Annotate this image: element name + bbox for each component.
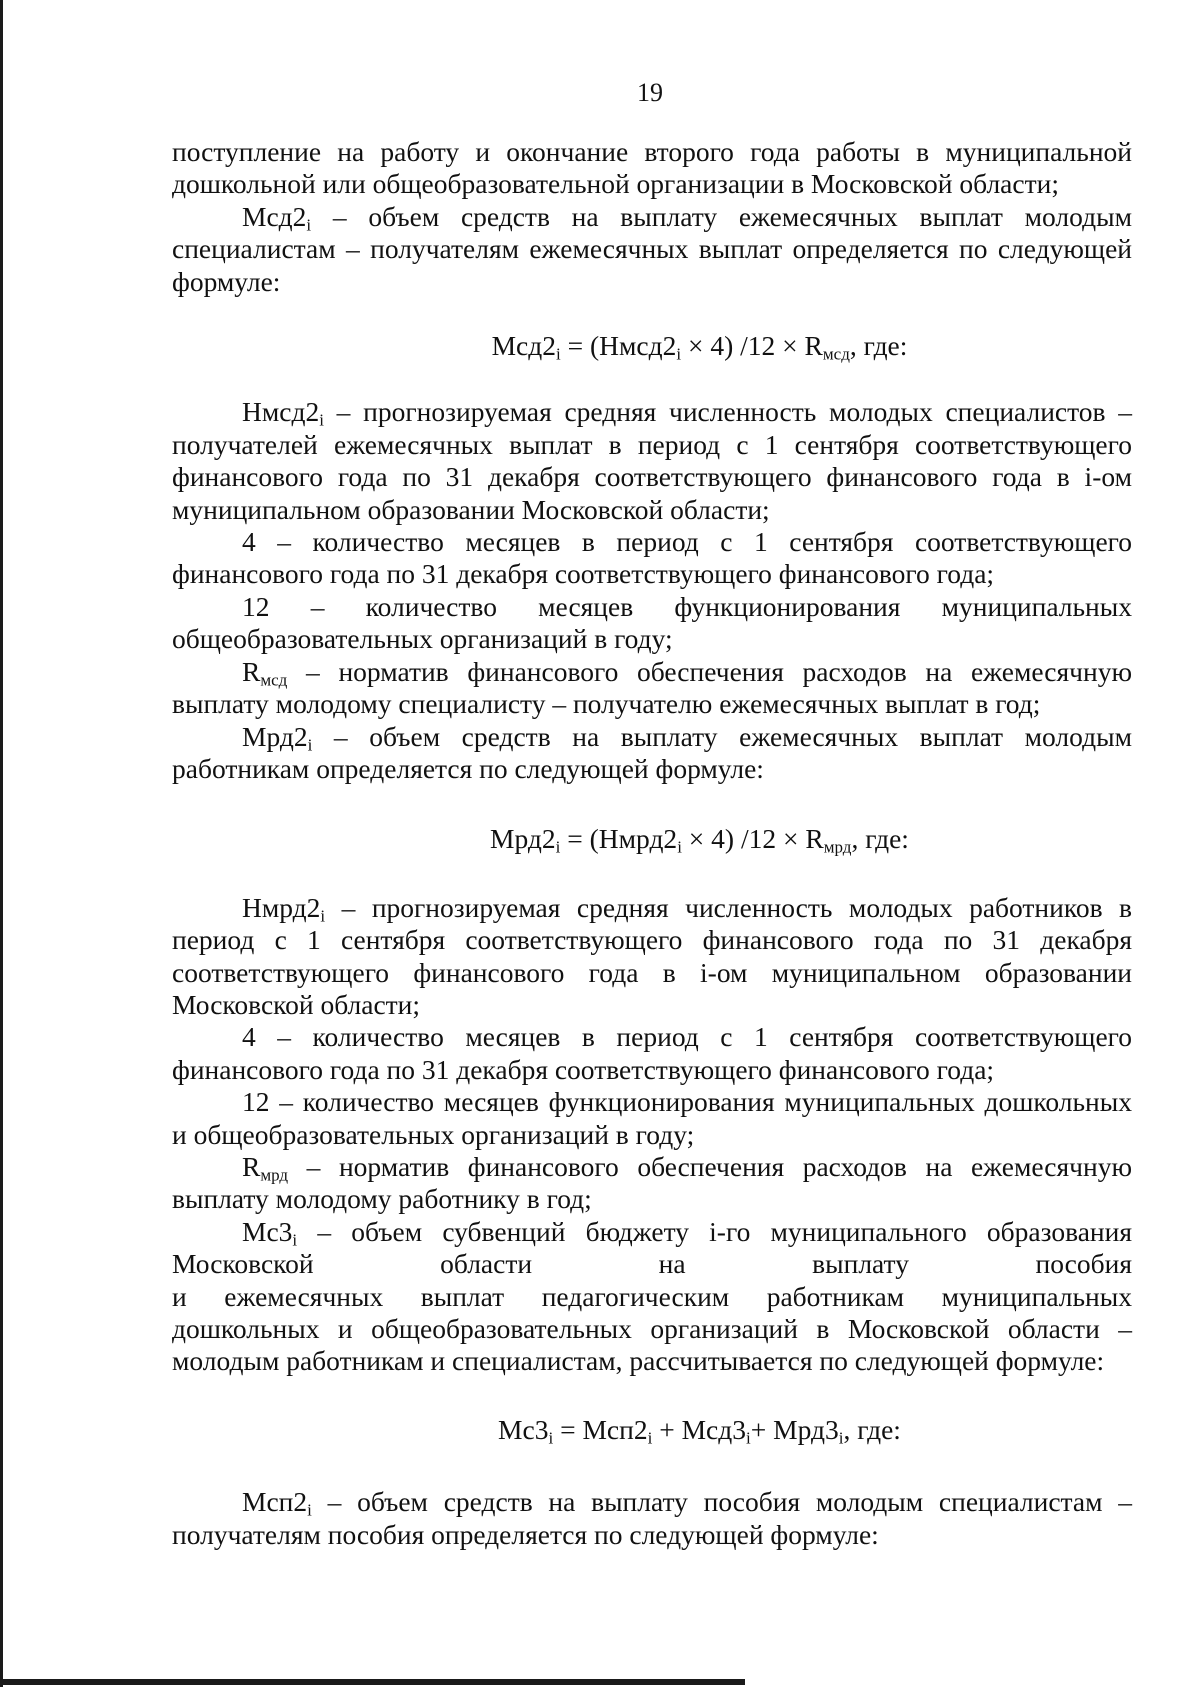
formula-part: Мрд2	[490, 823, 556, 855]
paragraph-12-months-2: 12 – количество месяцев функционирования муниципальных дошкольных и общеобразовательных организаций в году;	[172, 1086, 1132, 1150]
paragraph-nmsd2-definition	[172, 396, 1132, 526]
formula-msd2	[172, 330, 1132, 362]
paragraph-text: – норматив финансового обеспечения расходов на ежемесячную выплату молодому работнику в год;	[172, 1150, 1132, 1215]
page-number: 19	[637, 78, 663, 107]
formula-subscript: i	[838, 1428, 844, 1448]
paragraph-text: – прогнозируемая средняя численность молодых специалистов – получателей ежемесячных выплат в период с 1 сентября соответствующего финансового года по 31 декабря соответствующего финансового года в i-ом муниципальном образовании Московской области;	[172, 396, 1132, 525]
subscript-i: i	[307, 1500, 312, 1520]
formula-part: × 4) /12 × R	[681, 823, 824, 855]
symbol-msp2: Мсп2	[242, 1486, 308, 1518]
formula-part: + Мрд3	[750, 1413, 839, 1445]
formula-part: × 4) /12 × R	[681, 330, 823, 362]
symbol-ms3: Мс3	[242, 1215, 293, 1247]
document-body	[172, 136, 1132, 1551]
formula-part: , где:	[843, 1413, 901, 1445]
formula-part: , где:	[849, 330, 908, 362]
formula-part: Мс3	[498, 1413, 549, 1445]
subscript-i: i	[306, 215, 312, 235]
formula-part: = (Нмсд2	[560, 330, 677, 362]
paragraph-4-months-2: 4 – количество месяцев в период с 1 сентября соответствующего финансового года по 31 декабря соответствующего финансового года;	[172, 1021, 1132, 1085]
symbol-nmsd2: Нмсд2	[242, 396, 320, 428]
paragraph-ms3-line1	[172, 1216, 1132, 1248]
paragraph-text: – прогнозируемая средняя численность молодых работников в период с 1 сентября соответствующего финансового года по 31 декабря соответствующего финансового года в i-ом муниципальном образовании Московской области;	[172, 891, 1132, 1020]
formula-subscript: i	[746, 1428, 751, 1448]
paragraph-rmsd-definition	[172, 656, 1132, 721]
page-left-edge	[0, 0, 3, 1687]
paragraph-nmrd2-definition	[172, 892, 1132, 1022]
subscript-i: i	[307, 734, 313, 754]
paragraph-text: – объем средств на выплату ежемесячных выплат молодым специалистам – получателям ежемесячных выплат определяется по следующей формуле:	[172, 200, 1132, 297]
formula-mrd2	[172, 823, 1132, 855]
paragraph-continuation: поступление на работу и окончание второго года работы в муниципальной дошкольной или общеобразовательной организации в Московской области;	[172, 136, 1132, 200]
formula-part: = Мсп2	[553, 1413, 648, 1445]
symbol-r: R	[242, 655, 261, 687]
formula-part: + Мсд3	[652, 1413, 746, 1445]
subscript-i: i	[319, 410, 324, 430]
symbol-nmrd2: Нмрд2	[242, 891, 321, 923]
subscript-msd: мсд	[260, 669, 288, 689]
symbol-r: R	[242, 1150, 261, 1182]
formula-part: = (Нмрд2	[560, 823, 678, 855]
formula-subscript: i	[555, 837, 561, 857]
paragraph-rmrd-definition	[172, 1151, 1132, 1216]
formula-subscript: мсд	[822, 344, 850, 364]
formula-ms3	[172, 1414, 1132, 1446]
paragraph-mrd2-definition	[172, 721, 1132, 786]
paragraph-ms3-line2: Московской области на выплату пособия	[172, 1248, 1132, 1280]
formula-subscript: i	[555, 344, 561, 364]
paragraph-text: – объем средств на выплату ежемесячных выплат молодым работникам определяется по следующей формуле:	[172, 720, 1132, 784]
formula-subscript: мрд	[823, 837, 852, 857]
paragraph-text: – объем субвенций бюджету i-го муниципального образования	[297, 1215, 1132, 1247]
formula-subscript: i	[676, 344, 682, 364]
paragraph-text: – норматив финансового обеспечения расходов на ежемесячную выплату молодому специалисту – получателю ежемесячных выплат в год;	[172, 655, 1132, 720]
subscript-mrd: мрд	[260, 1165, 289, 1185]
formula-part: Мсд2	[491, 330, 556, 362]
symbol-mrd2: Мрд2	[242, 720, 308, 752]
paragraph-msd2-definition	[172, 201, 1132, 298]
symbol-msd2: Мсд2	[242, 200, 307, 232]
paragraph-ms3-rest: и ежемесячных выплат педагогическим работникам муниципальных дошкольных и общеобразовательных организаций в Московской области – молодым работникам и специалистам, рассчитывается по следующей формуле:	[172, 1280, 1132, 1377]
formula-subscript: i	[677, 837, 682, 857]
subscript-i: i	[320, 905, 326, 925]
paragraph-text: – объем средств на выплату пособия молодым специалистам – получателям пособия определяется по следующей формуле:	[172, 1486, 1132, 1550]
paragraph-12-months: 12 – количество месяцев функционирования муниципальных общеобразовательных организаций в году;	[172, 590, 1132, 655]
formula-subscript: i	[647, 1428, 653, 1448]
paragraph-4-months: 4 – количество месяцев в период с 1 сентября соответствующего финансового года по 31 декабря соответствующего финансового года;	[172, 526, 1132, 590]
paragraph-msp2-definition	[172, 1486, 1132, 1551]
formula-part: , где:	[851, 823, 909, 855]
subscript-i: i	[292, 1230, 298, 1250]
page-bottom-edge	[0, 1679, 745, 1685]
formula-subscript: i	[548, 1428, 554, 1448]
